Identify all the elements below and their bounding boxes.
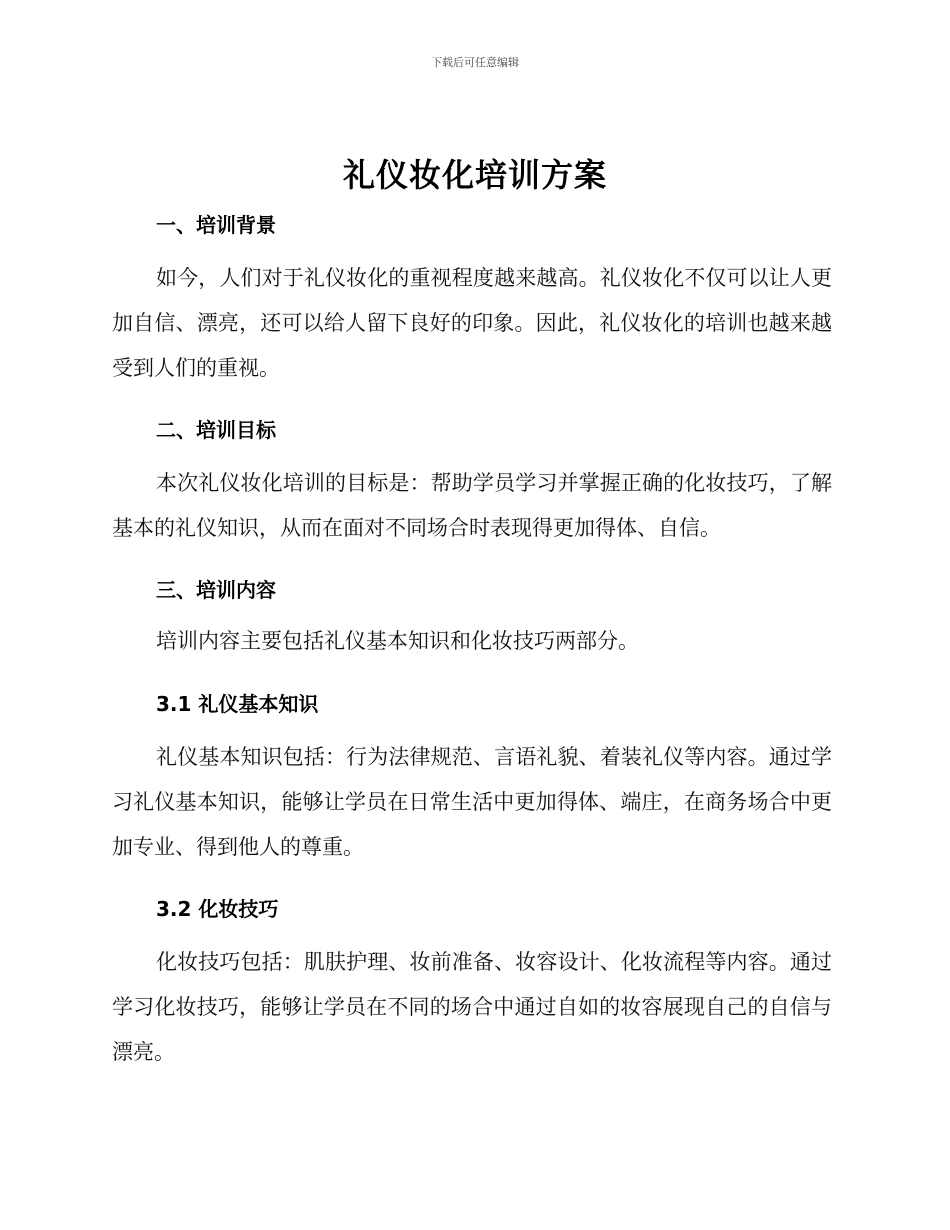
subsection-heading-makeup: 3.2 化妆技巧 — [156, 897, 279, 921]
document-title: 礼仪妆化培训方案 — [342, 156, 607, 194]
section-heading-background: 一、培训背景 — [156, 213, 276, 237]
section-heading-goals: 二、培训目标 — [156, 418, 276, 442]
subsection-heading-etiquette: 3.1 礼仪基本知识 — [156, 692, 319, 716]
section-heading-content: 三、培训内容 — [156, 578, 276, 602]
section-paragraph-goals: 本次礼仪妆化培训的目标是：帮助学员学习并掌握正确的化妆技巧，了解基本的礼仪知识，从而在面对不同场合时表现得更加得体、自信。 — [112, 471, 832, 540]
subsection-paragraph-etiquette: 礼仪基本知识包括：行为法律规范、言语礼貌、着装礼仪等内容。通过学习礼仪基本知识，能够让学员在日常生活中更加得体、端庄，在商务场合中更加专业、得到他人的尊重。 — [112, 745, 832, 859]
section-paragraph-background: 如今，人们对于礼仪妆化的重视程度越来越高。礼仪妆化不仅可以让人更加自信、漂亮，还可以给人留下良好的印象。因此，礼仪妆化的培训也越来越受到人们的重视。 — [112, 266, 832, 380]
section-paragraph-content: 培训内容主要包括礼仪基本知识和化妆技巧两部分。 — [156, 629, 639, 653]
header-note: 下载后可任意编辑 — [431, 56, 519, 69]
subsection-paragraph-makeup: 化妆技巧包括：肌肤护理、妆前准备、妆容设计、化妆流程等内容。通过学习化妆技巧，能够让学员在不同的场合中通过自如的妆容展现自己的自信与漂亮。 — [112, 950, 832, 1064]
